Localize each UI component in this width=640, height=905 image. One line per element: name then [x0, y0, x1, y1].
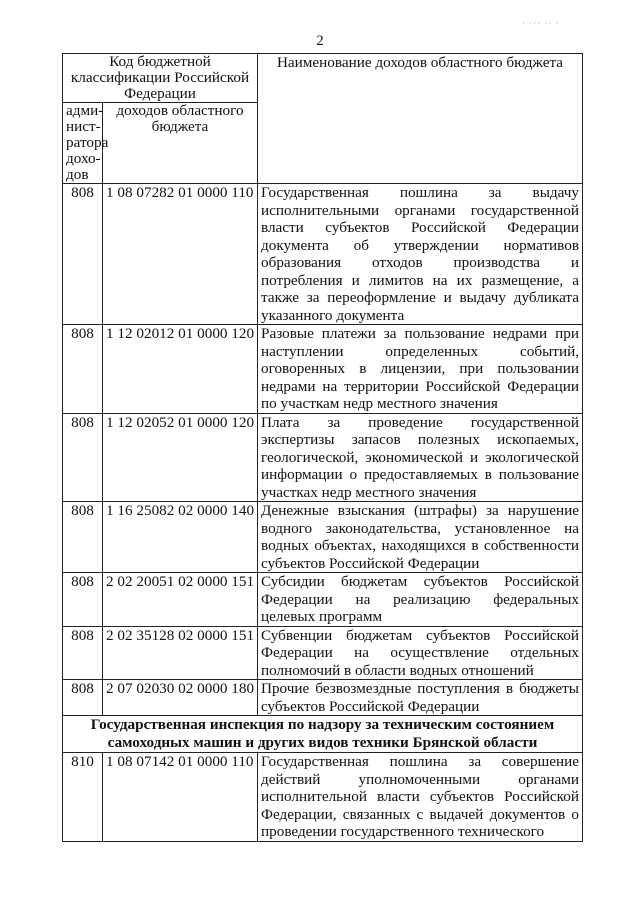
- row-admin-code: 808: [63, 413, 103, 502]
- row-budget-code: 2 02 20051 02 0000 151: [103, 573, 258, 627]
- row-income-name: Прочие безвозмездные поступления в бюджеты субъектов Российской Федерации: [258, 680, 583, 716]
- row-admin-code: 808: [63, 573, 103, 627]
- table-row: [63, 753, 583, 842]
- row-income-name: Государственная пошлина за совершение действий уполномоченными органами исполнительной власти субъектов Российской Федерации, связанных с выдачей документов о проведении государственного технического: [258, 753, 583, 842]
- row-income-name: Субвенции бюджетам субъектов Российской Федерации на осуществление отдельных полномочий в области водных отношений: [258, 626, 583, 680]
- table-header-row: [63, 54, 583, 103]
- row-income-name: Государственная пошлина за выдачу исполнительными органами государственной власти субъектов Российской Федерации документа об утверждении нормативов образования отходов производства и потребления и лимитов на их размещение, а также за переоформление и выдачу дубликата указанного документа: [258, 184, 583, 325]
- section-title: Государственная инспекция по надзору за техническим состоянием самоходных машин и других видов техники Брянской области: [63, 716, 583, 753]
- table-row: [63, 573, 583, 627]
- row-income-name: Плата за проведение государственной экспертизы запасов полезных ископаемых, геологической, экономической и экологической информации о предоставляемых в пользование участках недр местного значения: [258, 413, 583, 502]
- row-budget-code: 2 07 02030 02 0000 180: [103, 680, 258, 716]
- table-row: [63, 626, 583, 680]
- page-number: 2: [316, 33, 324, 49]
- table-row: [63, 502, 583, 573]
- row-admin-code: 808: [63, 184, 103, 325]
- header-income-code: доходов областного бюджета: [103, 103, 258, 184]
- row-income-name: Разовые платежи за пользование недрами при наступлении определенных событий, оговоренных в лицензии, при пользовании недрами на территории Российской Федерации по участкам недр местного значения: [258, 325, 583, 414]
- section-table-body: [63, 753, 583, 842]
- table-row: [63, 184, 583, 325]
- row-admin-code: 808: [63, 325, 103, 414]
- row-admin-code: 808: [63, 680, 103, 716]
- row-admin-code: 808: [63, 502, 103, 573]
- row-budget-code: 1 12 02052 01 0000 120: [103, 413, 258, 502]
- table-row: [63, 413, 583, 502]
- row-income-name: Субсидии бюджетам субъектов Российской Федерации на реализацию федеральных целевых программ: [258, 573, 583, 627]
- row-admin-code: 808: [63, 626, 103, 680]
- scan-corner-mark: · ··· ·· ·: [522, 18, 560, 28]
- table-body: [63, 184, 583, 716]
- revenue-codes-table: [62, 53, 583, 842]
- table-row: [63, 325, 583, 414]
- row-budget-code: 1 08 07282 01 0000 110: [103, 184, 258, 325]
- header-admin: адми- нист- ратора дохо- дов: [63, 103, 103, 184]
- section-header-row: [63, 716, 583, 753]
- table-row: [63, 680, 583, 716]
- row-budget-code: 1 16 25082 02 0000 140: [103, 502, 258, 573]
- row-budget-code: 2 02 35128 02 0000 151: [103, 626, 258, 680]
- row-admin-code: 810: [63, 753, 103, 842]
- row-budget-code: 1 12 02012 01 0000 120: [103, 325, 258, 414]
- row-budget-code: 1 08 07142 01 0000 110: [103, 753, 258, 842]
- header-income-name: Наименование доходов областного бюджета: [258, 54, 583, 184]
- row-income-name: Денежные взыскания (штрафы) за нарушение водного законодательства, установленное на водных объектах, находящихся в собственности субъектов Российской Федерации: [258, 502, 583, 573]
- header-classification: Код бюджетной классификации Российской Федерации: [63, 54, 258, 103]
